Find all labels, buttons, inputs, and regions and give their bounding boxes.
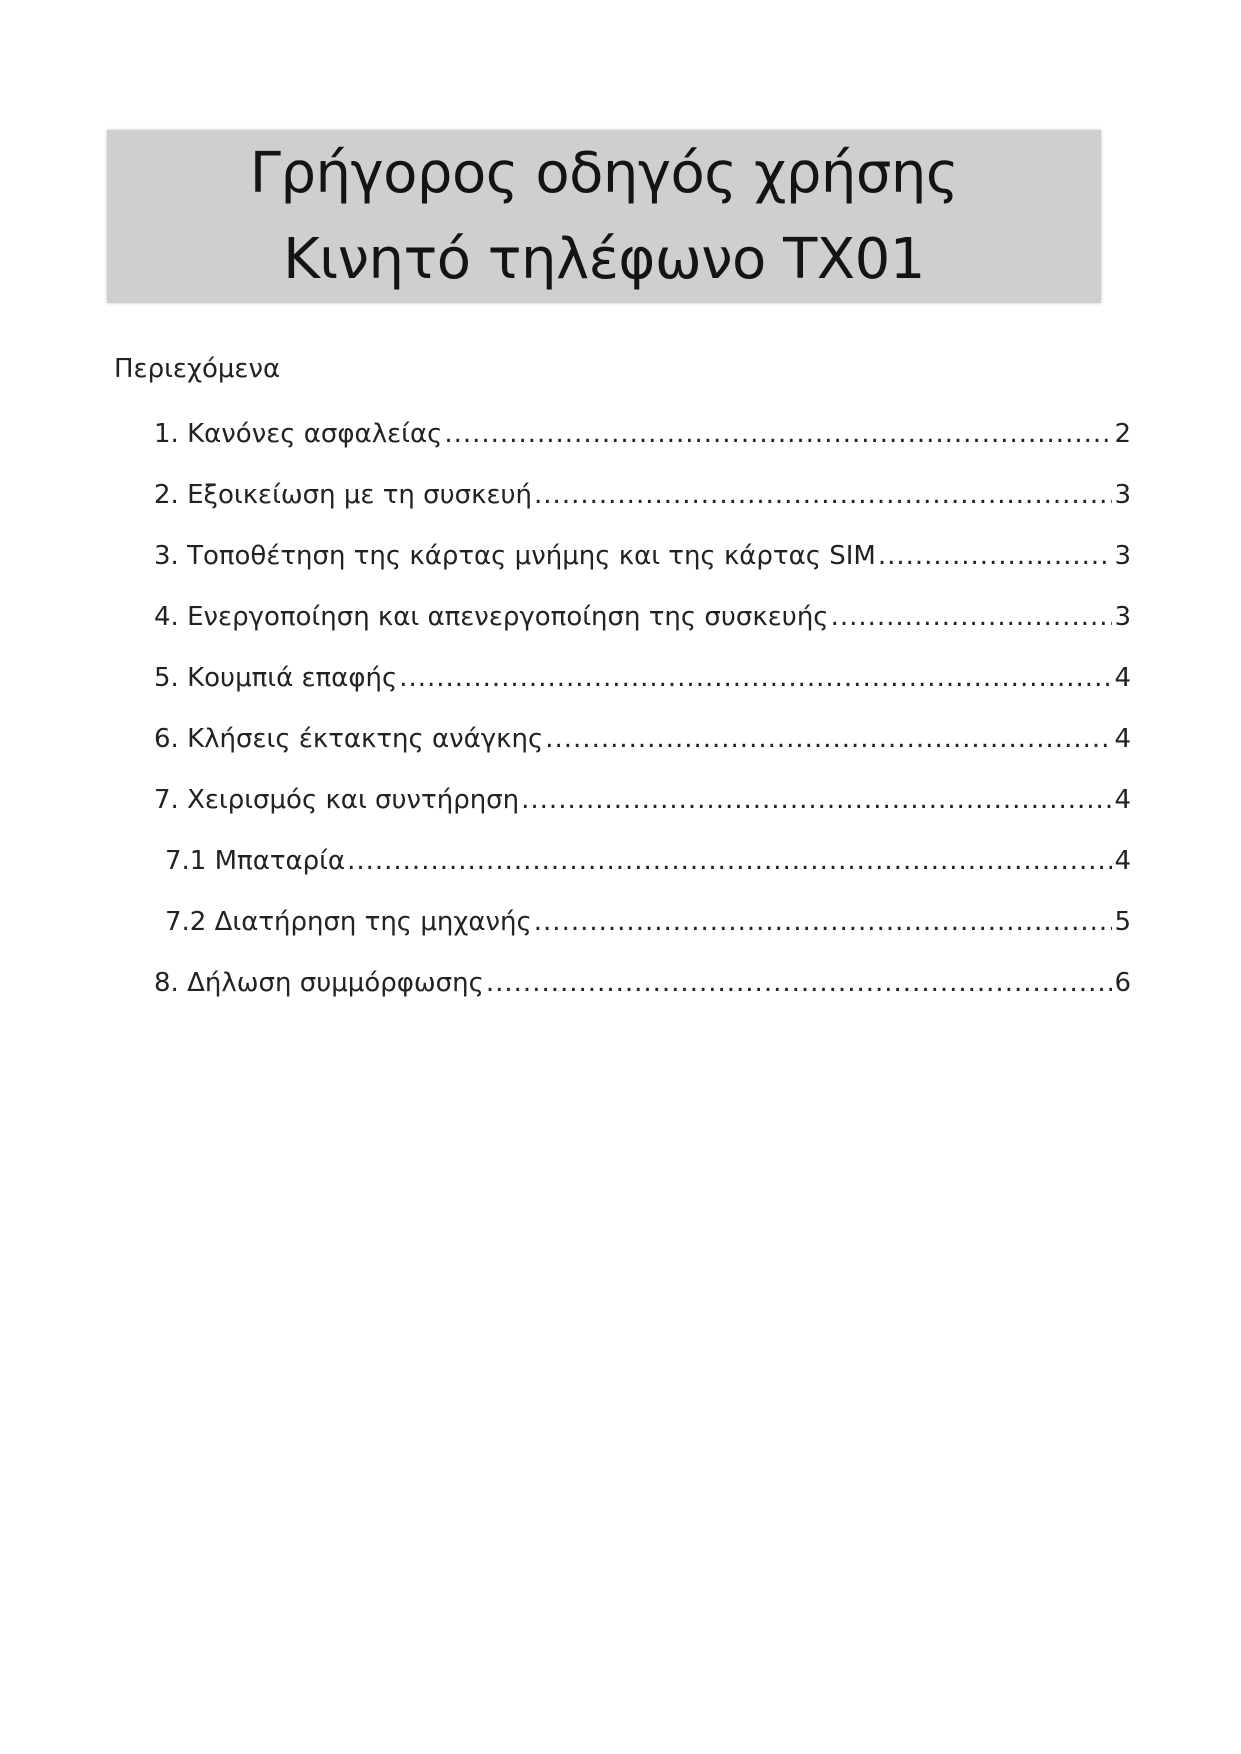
toc-entry-1[interactable] [154, 414, 1131, 454]
toc-entry-page: 6 [1114, 968, 1131, 998]
toc-entry-label: 6. Κλήσεις έκτακτης ανάγκης [154, 724, 544, 754]
toc-entry-label: 7. Χειρισμός και συντήρηση [154, 785, 520, 815]
toc-entry-page: 5 [1114, 907, 1131, 937]
toc-dot-leader [347, 841, 1112, 881]
toc-entry-label: 2. Εξοικείωση με τη συσκευή [154, 480, 533, 510]
toc-entry-6[interactable] [154, 719, 1131, 759]
toc-entry-label: 1. Κανόνες ασφαλείας [154, 419, 443, 449]
toc-dot-leader [444, 414, 1112, 454]
toc-entry-label: 7.2 Διατήρηση της μηχανής [165, 907, 532, 937]
toc-entry-page: 3 [1114, 602, 1131, 632]
toc-dot-leader [534, 902, 1113, 942]
toc-dot-leader [486, 963, 1113, 1003]
toc-entry-label: 8. Δήλωση συμμόρφωσης [154, 968, 484, 998]
toc-dot-leader [878, 536, 1113, 576]
toc-entry-7-1[interactable] [165, 841, 1131, 881]
toc-dot-leader [545, 719, 1112, 759]
toc-entry-page: 2 [1114, 419, 1131, 449]
toc-entry-page: 4 [1114, 846, 1131, 876]
toc-entry-label: 3. Τοποθέτηση της κάρτας μνήμης και της κάρτας SIM [154, 541, 876, 571]
toc-dot-leader [534, 475, 1112, 515]
toc-entry-page: 4 [1114, 785, 1131, 815]
toc-dot-leader [399, 658, 1112, 698]
toc-entry-page: 4 [1114, 663, 1131, 693]
toc-entry-label: 5. Κουμπιά επαφής [154, 663, 398, 693]
toc-entry-page: 3 [1114, 480, 1131, 510]
toc-dot-leader [831, 597, 1113, 637]
toc-heading: Περιεχόμενα [114, 354, 281, 384]
toc-entry-4[interactable] [154, 597, 1131, 637]
toc-entry-page: 4 [1114, 724, 1131, 754]
toc-entry-label: 7.1 Μπαταρία [165, 846, 346, 876]
document-title-line-1: Γρήγορος οδηγός χρήσης [249, 140, 959, 206]
toc-entry-label: 4. Ενεργοποίηση και απενεργοποίηση της συσκευής [154, 602, 829, 632]
toc-entry-8[interactable] [154, 963, 1131, 1003]
toc-entry-7-2[interactable] [165, 902, 1131, 942]
toc-dot-leader [521, 780, 1112, 820]
toc-entry-page: 3 [1114, 541, 1131, 571]
document-title-line-2: Κινητό τηλέφωνο TX01 [283, 226, 925, 292]
toc-entry-5[interactable] [154, 658, 1131, 698]
toc-entry-3[interactable] [154, 536, 1131, 576]
title-box [107, 130, 1101, 303]
toc-entry-2[interactable] [154, 475, 1131, 515]
toc-entry-7[interactable] [154, 780, 1131, 820]
